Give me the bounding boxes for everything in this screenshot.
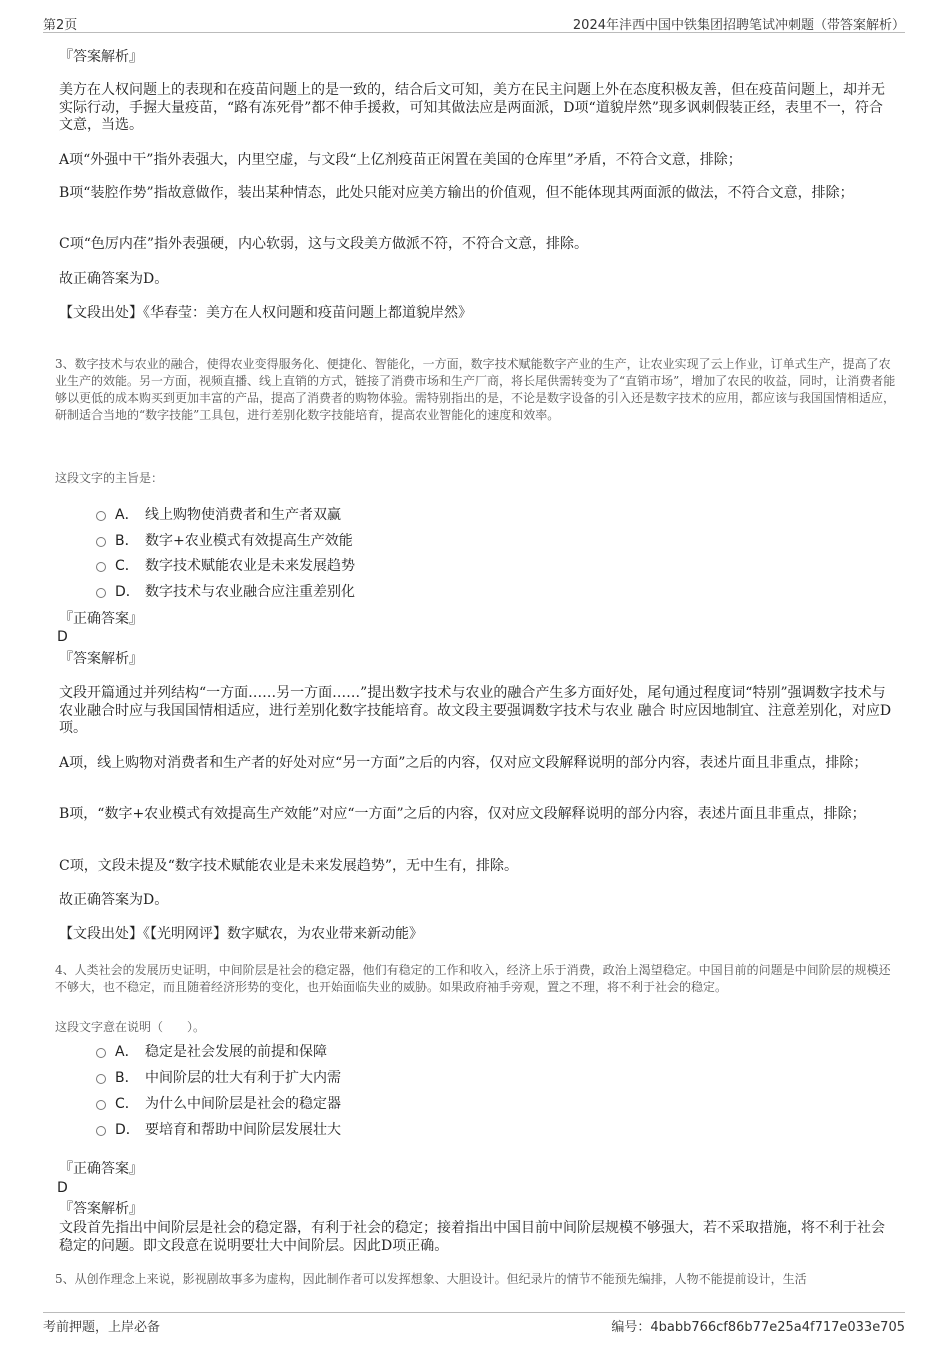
q2-analysis-p3: B项“装腔作势”指故意做作，装出某种情态，此处只能对应美方输出的价值观，但不能体现其两面派的做法，不符合文意，排除；: [59, 185, 854, 201]
q4-option-b[interactable]: B． 中间阶层的壮大有利于扩大内需: [96, 1069, 341, 1087]
q3-answer-label: 『正确答案』: [59, 611, 143, 627]
q2-analysis-p2: A项“外强中干”指外表强大，内里空虚，与文段“上亿剂疫苗正闲置在美国的仓库里”矛盾，不符合文意，排除；: [59, 152, 742, 168]
radio-icon[interactable]: [96, 1100, 106, 1110]
q3-option-c[interactable]: C． 数字技术赋能农业是未来发展趋势: [96, 557, 355, 575]
q3-analysis-p2: A项，线上购物对消费者和生产者的好处对应“另一方面”之后的内容，仅对应文段解释说明的部分内容，表述片面且非重点，排除；: [59, 755, 868, 771]
q3-analysis-p4: C项，文段未提及“数字技术赋能农业是未来发展趋势”，无中生有，排除。: [59, 858, 519, 874]
radio-icon[interactable]: [96, 1126, 106, 1136]
page-footer: [43, 1312, 905, 1335]
document-code: 编号：4babb766cf86b77e25a4f717e033e705: [611, 1320, 905, 1335]
q4-option-d[interactable]: D． 要培育和帮助中间阶层发展壮大: [96, 1121, 341, 1139]
q2-analysis-label: 『答案解析』: [59, 49, 143, 65]
radio-icon[interactable]: [96, 537, 106, 547]
radio-icon[interactable]: [96, 1048, 106, 1058]
page-header: [43, 14, 905, 33]
footer-slogan: 考前押题，上岸必备: [43, 1320, 161, 1335]
q4-question: 这段文字意在说明（ ）。: [55, 1020, 206, 1034]
q3-answer: D: [57, 629, 68, 645]
radio-icon[interactable]: [96, 562, 106, 572]
q3-analysis-p1: 文段开篇通过并列结构“一方面……另一方面……”提出数字技术与农业的融合产生多方面好处，尾句通过程度词“特别”强调数字技术与农业融合时应与我国国情相适应，进行差别化数字技能培育。故文段主要强调数字技术与农业 融合 时应因地制宜、注意差别化，对应D项。: [59, 685, 892, 736]
page-number: 第2页: [43, 18, 78, 33]
q4-analysis-label: 『答案解析』: [59, 1201, 143, 1217]
q2-source: 【文段出处】《华春莹：美方在人权问题和疫苗问题上都道貌岸然》: [59, 305, 472, 321]
q2-analysis-p1: 美方在人权问题上的表现和在疫苗问题上的是一致的，结合后文可知，美方在民主问题上外在态度积极友善，但在疫苗问题上，却并无实际行动，手握大量疫苗，“路有冻死骨”都不伸手援救，可知其做法应是两面派，D项“道貌岸然”现多讽刺假装正经，表里不一，符合文意，当选。: [59, 82, 885, 133]
q4-stem: 4、人类社会的发展历史证明，中间阶层是社会的稳定器，他们有稳定的工作和收入，经济上乐于消费，政治上渴望稳定。中国目前的问题是中间阶层的规模还不够大，也不稳定，而且随着经济形势的变化，也开始面临失业的威胁。如果政府袖手旁观，置之不理，将不利于社会的稳定。: [55, 963, 891, 994]
q4-option-a[interactable]: A． 稳定是社会发展的前提和保障: [96, 1043, 327, 1061]
radio-icon[interactable]: [96, 511, 106, 521]
q3-answer-statement: 故正确答案为D。: [59, 892, 169, 908]
q5-stem: 5、从创作理念上来说，影视剧故事多为虚构，因此制作者可以发挥想象、大胆设计。但纪录片的情节不能预先编排，人物不能提前设计，生活: [55, 1272, 807, 1286]
q4-answer: D: [57, 1180, 68, 1196]
q3-analysis-label: 『答案解析』: [59, 651, 143, 667]
q2-answer-statement: 故正确答案为D。: [59, 271, 169, 287]
q3-option-d[interactable]: D． 数字技术与农业融合应注重差别化: [96, 583, 355, 601]
q4-option-c[interactable]: C． 为什么中间阶层是社会的稳定器: [96, 1095, 341, 1113]
radio-icon[interactable]: [96, 588, 106, 598]
q2-analysis-p4: C项“色厉内荏”指外表强硬，内心软弱，这与文段美方做派不符，不符合文意，排除。: [59, 236, 589, 252]
q3-analysis-p3: B项，“数字+农业模式有效提高生产效能”对应“一方面”之后的内容，仅对应文段解释说明的部分内容，表述片面且非重点，排除；: [59, 806, 866, 822]
q4-answer-label: 『正确答案』: [59, 1161, 143, 1177]
radio-icon[interactable]: [96, 1074, 106, 1084]
q3-source: 【文段出处】《【光明网评】数字赋农，为农业带来新动能》: [59, 926, 423, 942]
q3-stem: 3、数字技术与农业的融合，使得农业变得服务化、便捷化、智能化，一方面，数字技术赋能数字产业的生产，让农业实现了云上作业，订单式生产，提高了农业生产的效能。另一方面，视频直播、线上直销的方式，链接了消费市场和生产厂商，将长尾供需转变为了“直销市场”，增加了农民的收益，同时，让消费者能够以更低的成本购买到更加丰富的产品，提高了消费者的购物体验。需特别指出的是，不论是数字设备的引入还是数字技术的应用，都应该与我国国情相适应，研制适合当地的“数字技能”工具包，进行差别化数字技能培育，提高农业智能化的速度和效率。: [55, 357, 896, 422]
q3-option-b[interactable]: B． 数字+农业模式有效提高生产效能: [96, 532, 353, 550]
q4-analysis: 文段首先指出中间阶层是社会的稳定器，有利于社会的稳定；接着指出中国目前中间阶层规模不够强大，若不采取措施，将不利于社会稳定的问题。即文段意在说明要壮大中间阶层。因此D项正确。: [59, 1220, 885, 1254]
q3-question: 这段文字的主旨是：: [55, 471, 164, 485]
document-title: 2024年沣西中国中铁集团招聘笔试冲刺题（带答案解析）: [572, 18, 905, 33]
q3-option-a[interactable]: A． 线上购物使消费者和生产者双赢: [96, 506, 341, 524]
